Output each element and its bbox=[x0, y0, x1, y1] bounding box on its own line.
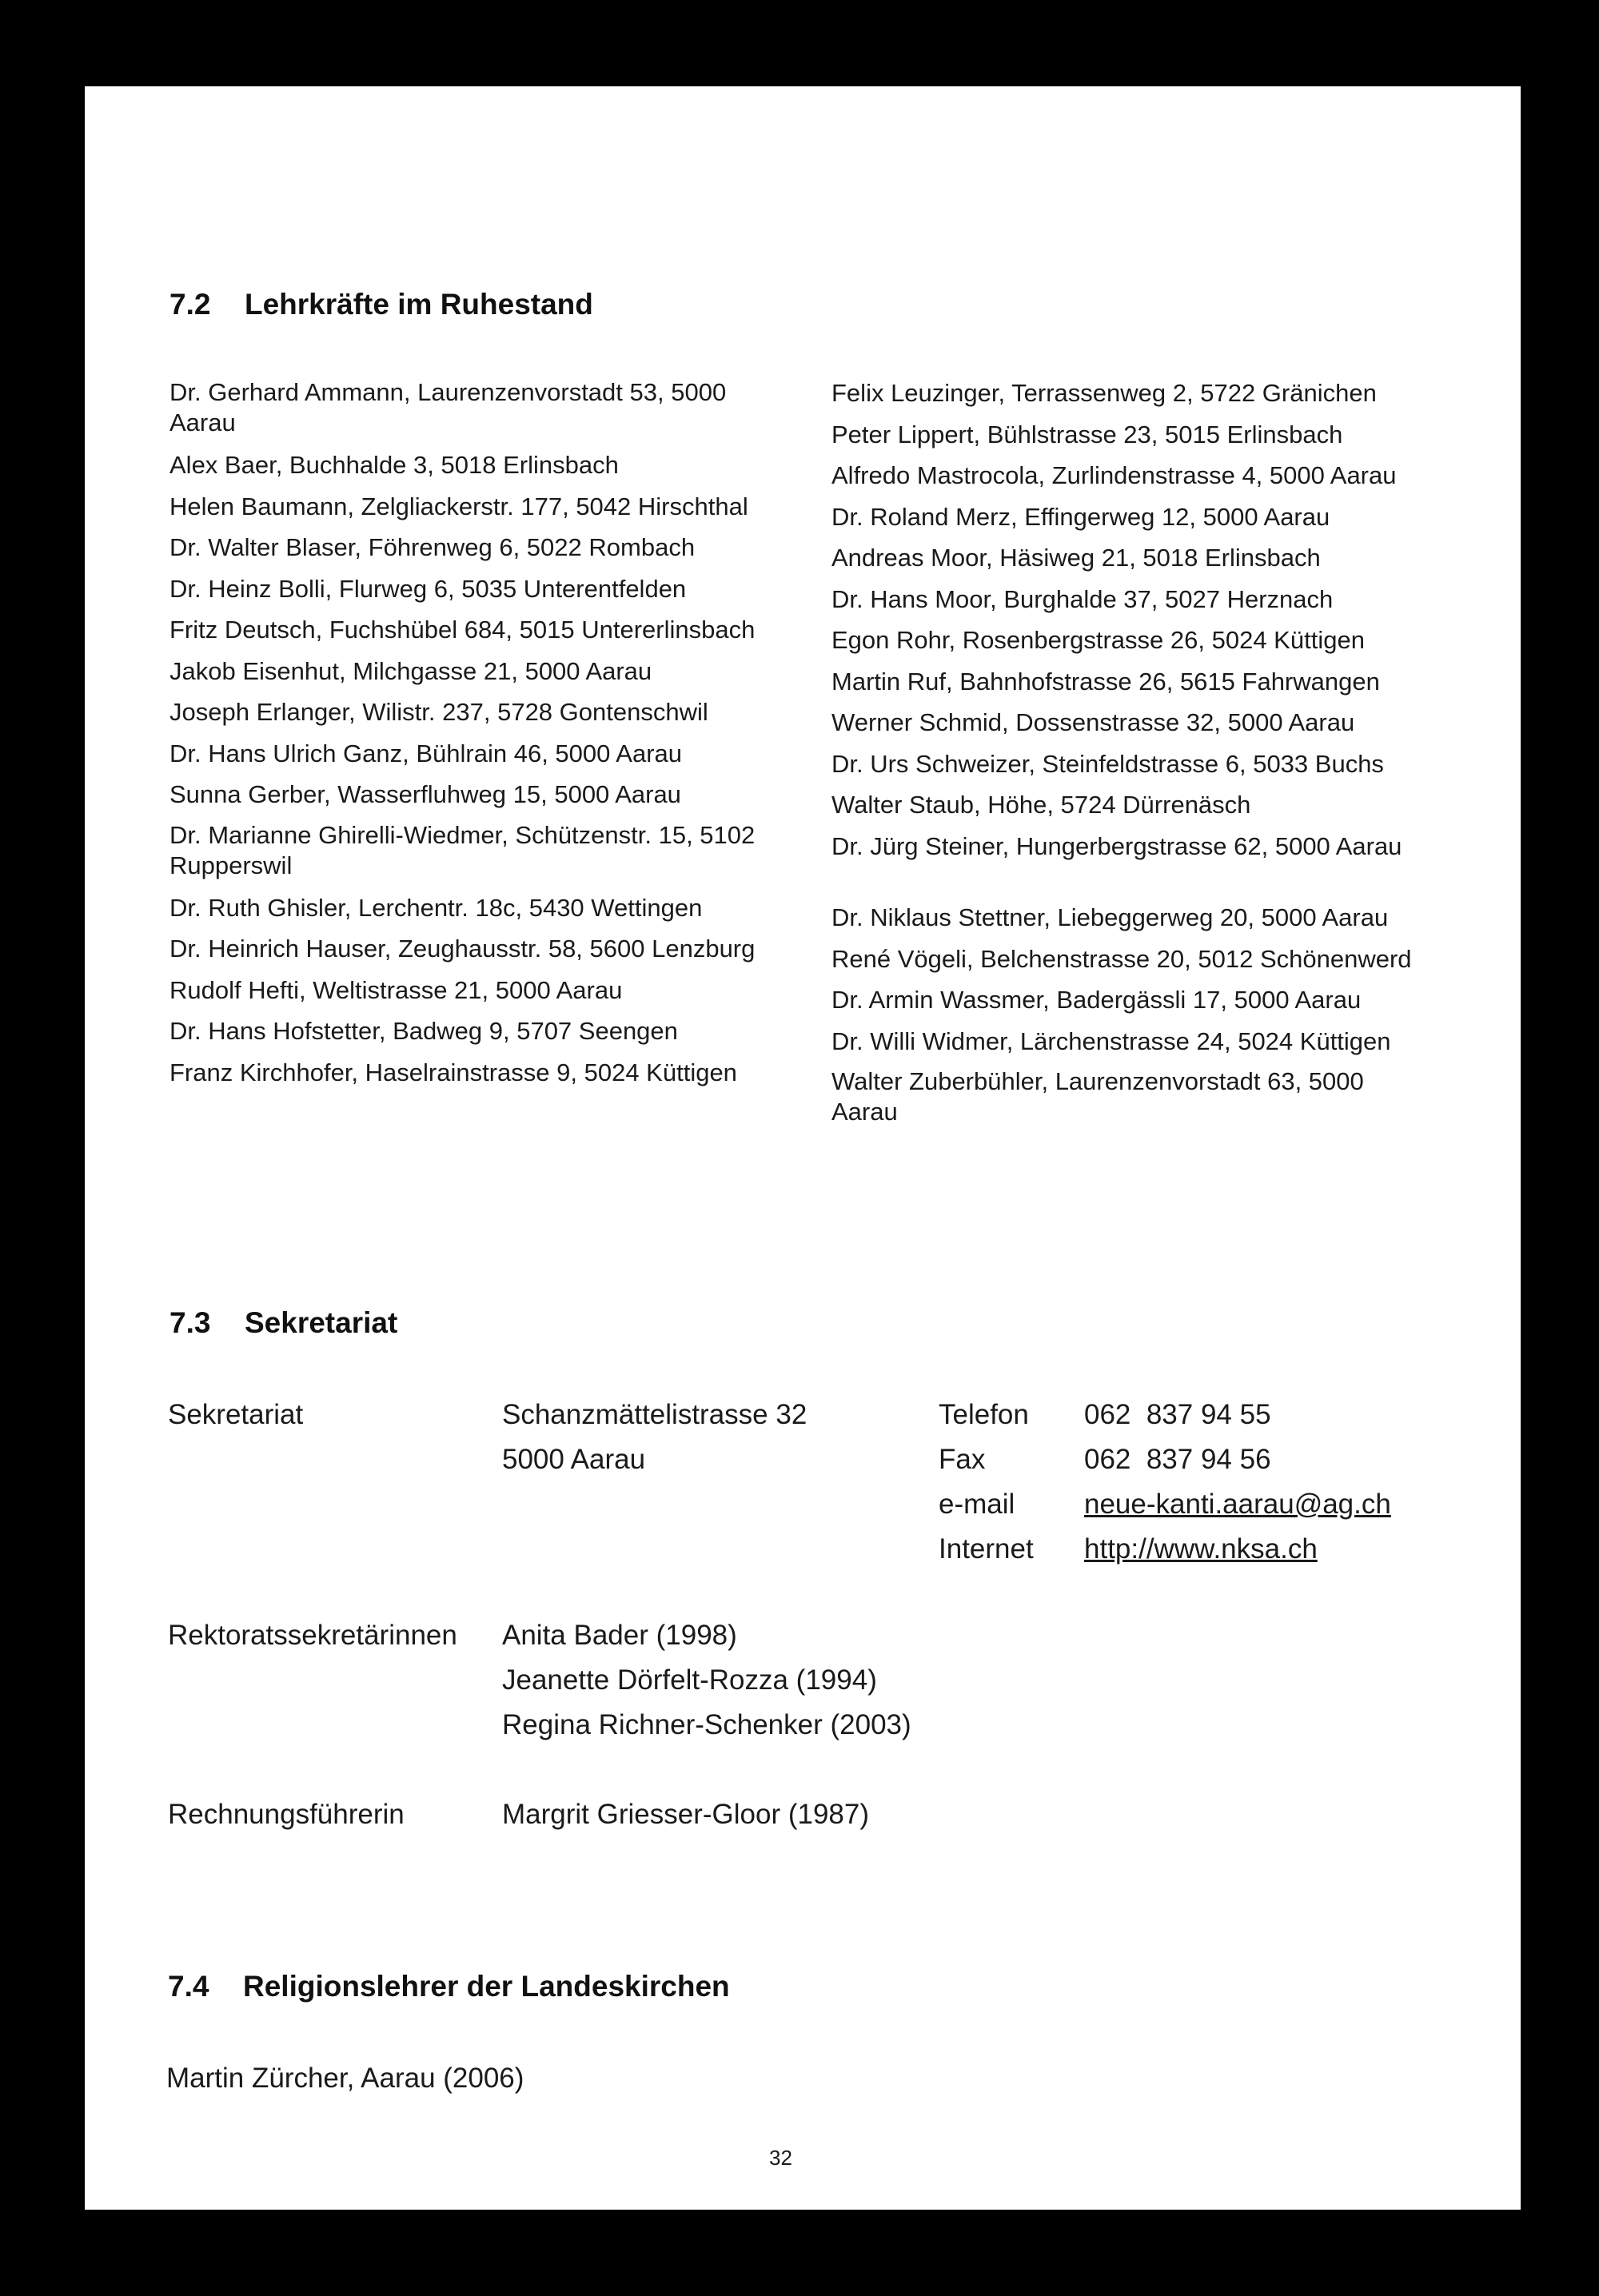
rechnung-label: Rechnungsführerin bbox=[168, 1799, 405, 1830]
contact-labels bbox=[939, 1393, 1034, 1572]
list-item: Dr. Willi Widmer, Lärchenstrasse 24, 5024 Küttigen bbox=[831, 1026, 1391, 1055]
document-page bbox=[85, 86, 1521, 2210]
list-item: René Vögeli, Belchenstrasse 20, 5012 Schönenwerd bbox=[831, 944, 1412, 973]
website-link[interactable]: http://www.nksa.ch bbox=[1084, 1533, 1318, 1565]
list-item: Fritz Deutsch, Fuchshübel 684, 5015 Untererlinsbach bbox=[169, 616, 756, 644]
list-item: Dr. Hans Hofstetter, Badweg 9, 5707 Seengen bbox=[169, 1017, 678, 1045]
list-item: Franz Kirchhofer, Haselrainstrasse 9, 5024 Küttigen bbox=[169, 1058, 737, 1086]
list-item: Dr. Roland Merz, Effingerweg 12, 5000 Aarau bbox=[831, 502, 1330, 531]
address-street: Schanzmättelistrasse 32 bbox=[502, 1399, 807, 1430]
list-item: Rudolf Hefti, Weltistrasse 21, 5000 Aarau bbox=[169, 975, 623, 1004]
list-item: Andreas Moor, Häsiweg 21, 5018 Erlinsbach bbox=[831, 544, 1321, 572]
list-item: Jeanette Dörfelt-Rozza (1994) bbox=[502, 1664, 877, 1696]
email-link[interactable]: neue-kanti.aarau@ag.ch bbox=[1084, 1489, 1391, 1520]
section-number: 7.4 bbox=[168, 1970, 209, 2003]
list-item: Regina Richner-Schenker (2003) bbox=[502, 1709, 911, 1740]
section-heading-7-3 bbox=[169, 1306, 397, 1340]
list-item: Dr. Marianne Ghirelli-Wiedmer, Schützenstr. 15, 5102 Rupperswil bbox=[169, 820, 756, 879]
section-title: Religionslehrer der Landeskirchen bbox=[243, 1970, 730, 2003]
secretariat-label: Sekretariat bbox=[168, 1399, 304, 1430]
list-item: Dr. Urs Schweizer, Steinfeldstrasse 6, 5033 Buchs bbox=[831, 749, 1384, 778]
list-item: Dr. Heinrich Hauser, Zeughausstr. 58, 5600 Lenzburg bbox=[169, 935, 756, 963]
rechnung-value: Margrit Griesser-Gloor (1987) bbox=[502, 1799, 869, 1830]
phone-label: Telefon bbox=[939, 1399, 1029, 1430]
list-item: Dr. Armin Wassmer, Badergässli 17, 5000 Aarau bbox=[831, 986, 1362, 1014]
list-item: Dr. Hans Ulrich Ganz, Bühlrain 46, 5000 Aarau bbox=[169, 739, 683, 767]
list-item: Dr. Ruth Ghisler, Lerchentr. 18c, 5430 Wettingen bbox=[169, 893, 703, 922]
list-item: Dr. Heinz Bolli, Flurweg 6, 5035 Unterentfelden bbox=[169, 574, 687, 603]
section-heading-7-4 bbox=[168, 1970, 730, 2003]
religion-teacher-entry: Martin Zürcher, Aarau (2006) bbox=[166, 2063, 524, 2094]
list-item: Dr. Walter Blaser, Föhrenweg 6, 5022 Rombach bbox=[169, 533, 696, 561]
section-number: 7.2 bbox=[169, 288, 211, 321]
section-heading-7-2 bbox=[169, 288, 593, 321]
list-item: Alex Baer, Buchhalde 3, 5018 Erlinsbach bbox=[169, 451, 619, 479]
list-item: Helen Baumann, Zelgliackerstr. 177, 5042 Hirschthal bbox=[169, 492, 748, 520]
list-item: Walter Zuberbühler, Laurenzenvorstadt 63, 5000 Aarau bbox=[831, 1067, 1364, 1126]
list-item: Jakob Eisenhut, Milchgasse 21, 5000 Aarau bbox=[169, 656, 652, 685]
section-title: Lehrkräfte im Ruhestand bbox=[245, 288, 593, 321]
list-item: Alfredo Mastrocola, Zurlindenstrasse 4, 5000 Aarau bbox=[831, 461, 1397, 489]
fax-value: 062 837 94 56 bbox=[1084, 1444, 1271, 1475]
list-item: Joseph Erlanger, Wilistr. 237, 5728 Gontenschwil bbox=[169, 698, 708, 726]
list-item: Dr. Gerhard Ammann, Laurenzenvorstadt 53, 5000 Aarau bbox=[169, 378, 727, 436]
page-number: 32 bbox=[769, 2146, 792, 2170]
list-item: Werner Schmid, Dossenstrasse 32, 5000 Aarau bbox=[831, 708, 1355, 736]
fax-label: Fax bbox=[939, 1444, 986, 1475]
section-title: Sekretariat bbox=[245, 1306, 398, 1339]
section-number: 7.3 bbox=[169, 1306, 211, 1339]
list-item: Walter Staub, Höhe, 5724 Dürrenäsch bbox=[831, 791, 1251, 819]
rektorat-list bbox=[502, 1613, 911, 1748]
internet-label: Internet bbox=[939, 1533, 1034, 1565]
secretariat-address bbox=[502, 1393, 807, 1482]
list-item: Martin Ruf, Bahnhofstrasse 26, 5615 Fahrwangen bbox=[831, 667, 1380, 696]
list-item: Peter Lippert, Bühlstrasse 23, 5015 Erlinsbach bbox=[831, 420, 1343, 448]
spacer bbox=[831, 867, 1487, 897]
retired-teachers-left-column bbox=[169, 373, 777, 1093]
list-item: Dr. Hans Moor, Burghalde 37, 5027 Herznach bbox=[831, 584, 1334, 613]
email-label: e-mail bbox=[939, 1489, 1015, 1520]
phone-value: 062 837 94 55 bbox=[1084, 1399, 1271, 1430]
list-item: Sunna Gerber, Wasserfluhweg 15, 5000 Aarau bbox=[169, 780, 681, 808]
address-city: 5000 Aarau bbox=[502, 1444, 646, 1475]
list-item: Egon Rohr, Rosenbergstrasse 26, 5024 Küttigen bbox=[831, 626, 1365, 654]
contact-values bbox=[1084, 1393, 1391, 1572]
retired-teachers-right-column bbox=[831, 373, 1487, 1134]
rektorat-label: Rektoratssekretärinnen bbox=[168, 1620, 457, 1651]
list-item: Anita Bader (1998) bbox=[502, 1620, 737, 1651]
list-item: Dr. Niklaus Stettner, Liebeggerweg 20, 5000 Aarau bbox=[831, 903, 1389, 931]
list-item: Dr. Jürg Steiner, Hungerbergstrasse 62, 5000 Aarau bbox=[831, 831, 1402, 860]
list-item: Felix Leuzinger, Terrassenweg 2, 5722 Gränichen bbox=[831, 379, 1377, 407]
